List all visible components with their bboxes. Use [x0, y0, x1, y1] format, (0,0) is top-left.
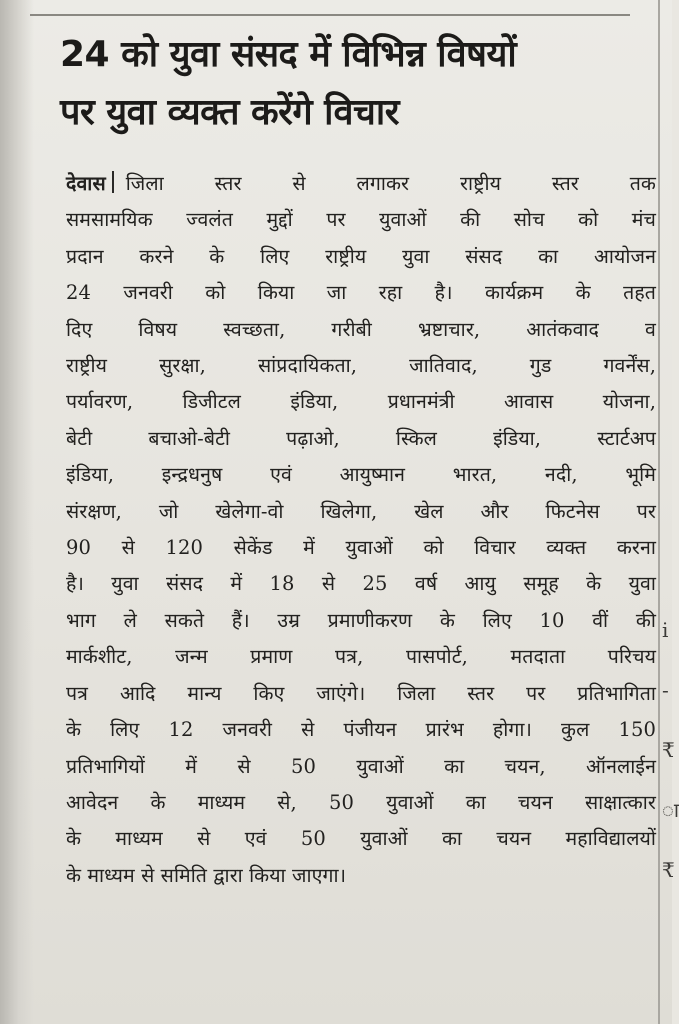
- margin-fragment: -: [662, 678, 669, 702]
- article-line: भाग ले सकते हैं। उम्र प्रमाणीकरण के लिए 10 वीं की: [66, 608, 656, 632]
- article-line-1: [66, 166, 656, 202]
- article-line: दिए विषय स्वच्छता, गरीबी भ्रष्टाचार, आतंकवाद व: [66, 317, 656, 341]
- margin-fragment: ₹: [662, 738, 675, 762]
- article-line: समसामयिक ज्वलंत मुद्दों पर युवाओं की सोच को मंच: [66, 208, 656, 232]
- article-line: राष्ट्रीय सुरक्षा, सांप्रदायिकता, जातिवाद, गुड गवर्नेंस,: [66, 354, 656, 378]
- column-divider-rule: [658, 0, 660, 1024]
- headline-line-1: 24 को युवा संसद में विभिन्न विषयों: [60, 34, 517, 75]
- article-line: के माध्यम से एवं 50 युवाओं का चयन महाविद्यालयों: [66, 827, 656, 851]
- article-text: जिला स्तर से लगाकर राष्ट्रीय स्तर तक: [125, 172, 656, 195]
- margin-fragment: i: [662, 618, 669, 642]
- article-line: प्रदान करने के लिए राष्ट्रीय युवा संसद का आयोजन: [66, 244, 656, 268]
- article-line: है। युवा संसद में 18 से 25 वर्ष आयु समूह के युवा: [66, 572, 656, 596]
- article-line: आवेदन के माध्यम से, 50 युवाओं का चयन साक्षात्कार: [66, 790, 656, 814]
- article-line: प्रतिभागियों में से 50 युवाओं का चयन, ऑनलाईन: [66, 754, 656, 778]
- dateline: देवास: [66, 172, 106, 195]
- top-column-rule: [30, 14, 630, 16]
- margin-fragment: ₹: [662, 858, 675, 882]
- article-line: के माध्यम से समिति द्वारा किया जाएगा।: [66, 863, 347, 887]
- adjacent-column-fragments: [662, 600, 679, 980]
- article-line: इंडिया, इन्द्रधनुष एवं आयुष्मान भारत, नदी, भूमि: [66, 463, 656, 487]
- article-line: के लिए 12 जनवरी से पंजीयन प्रारंभ होगा। कुल 150: [66, 718, 656, 742]
- dateline-separator: [112, 171, 114, 193]
- headline-line-2: पर युवा व्यक्त करेंगे विचार: [60, 92, 399, 133]
- article-line: बेटी बचाओ-बेटी पढ़ाओ, स्किल इंडिया, स्टार्टअप: [66, 426, 656, 450]
- page-fold-shadow: [0, 0, 34, 1024]
- article-line: पत्र आदि मान्य किए जाएंगे। जिला स्तर पर प्रतिभागिता: [66, 681, 656, 705]
- article-line: संरक्षण, जो खेलेगा-वो खिलेगा, खेल और फिटनेस पर: [66, 499, 656, 523]
- article-line: मार्कशीट, जन्म प्रमाण पत्र, पासपोर्ट, मतदाता परिचय: [66, 645, 656, 669]
- article-body: [66, 166, 656, 894]
- margin-fragment: ा: [662, 798, 679, 822]
- article-line: पर्यावरण, डिजीटल इंडिया, प्रधानमंत्री आवास योजना,: [66, 390, 656, 414]
- article-line: 24 जनवरी को किया जा रहा है। कार्यक्रम के तहत: [66, 281, 656, 305]
- article-headline: [60, 26, 650, 142]
- article-line: 90 से 120 सेकेंड में युवाओं को विचार व्यक्त करना: [66, 536, 656, 560]
